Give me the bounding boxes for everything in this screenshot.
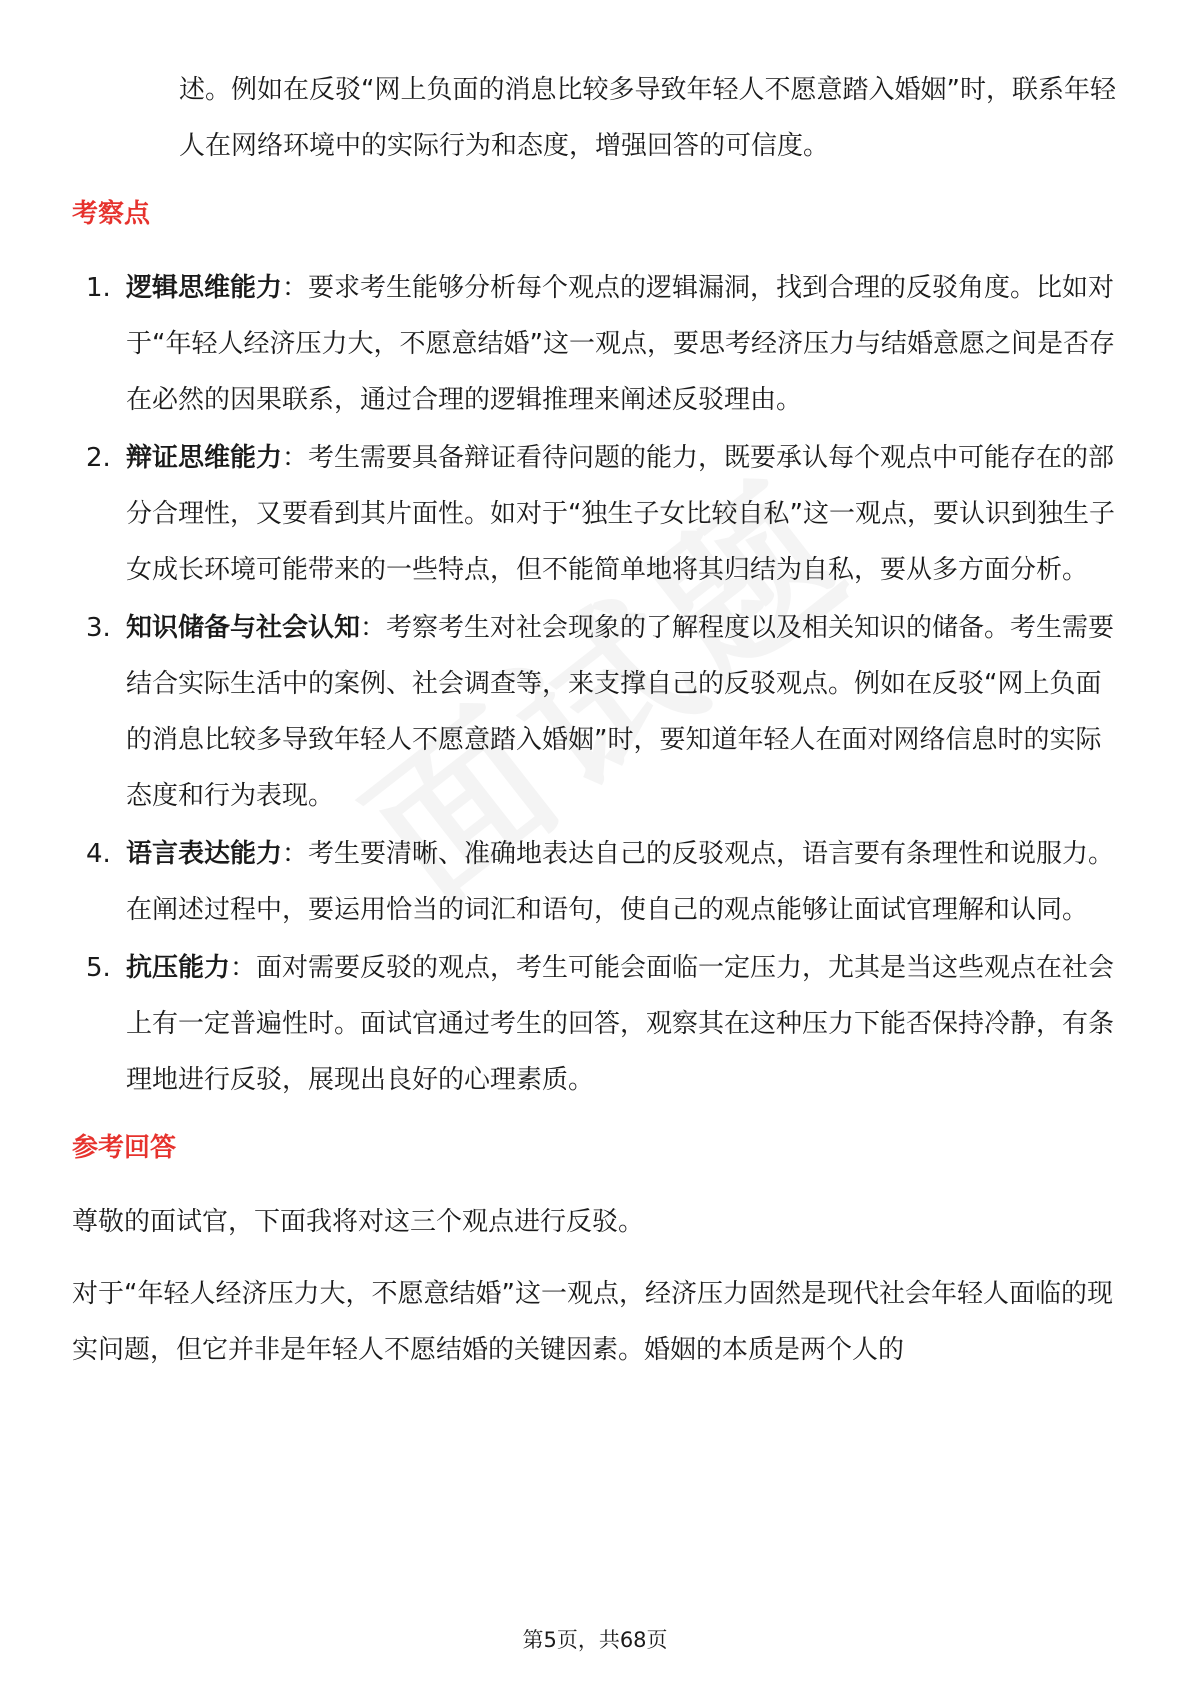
list-number: 3. (86, 613, 111, 643)
list-text: 考生要清晰、准确地表达自己的反驳观点，语言要有条理性和说服力。在阐述过程中，要运用恰当的词汇和语句，使自己的观点能够让面试官理解和认同。 (126, 839, 1115, 925)
section-heading-reference-answer: 参考回答 (72, 1133, 177, 1163)
answer-paragraph: 尊敬的面试官，下面我将对这三个观点进行反驳。 (72, 1207, 645, 1237)
list-number: 2. (86, 443, 111, 473)
page-content (72, 62, 1120, 1394)
list-item (72, 600, 1126, 824)
list-separator: ： (230, 953, 257, 983)
list-item (72, 826, 1126, 938)
answer-paragraph: 对于“年轻人经济压力大，不愿意结婚”这一观点，经济压力固然是现代社会年轻人面临的现实问题，但它并非是年轻人不愿结婚的关键因素。婚姻的本质是两个人的 (72, 1279, 1113, 1365)
list-number: 1. (86, 273, 111, 303)
list-separator: ： (282, 443, 309, 473)
list-text: 面对需要反驳的观点，考生可能会面临一定压力，尤其是当这些观点在社会上有一定普遍性时。面试官通过考生的回答，观察其在这种压力下能否保持冷静，有条理地进行反驳，展现出良好的心理素质。 (126, 953, 1115, 1095)
list-separator: ： (282, 273, 309, 303)
list-number: 4. (86, 839, 111, 869)
exam-points-list (72, 260, 1120, 1108)
section-heading-exam-points: 考察点 (72, 199, 151, 229)
list-term: 语言表达能力 (126, 839, 283, 869)
page-footer: 第5页，共68页 (522, 1628, 668, 1652)
list-text: 考察考生对社会现象的了解程度以及相关知识的储备。考生需要结合实际生活中的案例、社会调查等，来支撑自己的反驳观点。例如在反驳“网上负面的消息比较多导致年轻人不愿意踏入婚姻”时，要知道年轻人在面对网络信息时的实际态度和行为表现。 (126, 613, 1115, 811)
list-number: 5. (86, 953, 111, 983)
list-term: 逻辑思维能力 (126, 273, 283, 303)
list-term: 知识储备与社会认知 (126, 613, 361, 643)
list-term: 抗压能力 (126, 953, 231, 983)
list-item (72, 940, 1126, 1108)
list-separator: ： (360, 613, 387, 643)
list-term: 辩证思维能力 (126, 443, 283, 473)
list-text: 考生需要具备辩证看待问题的能力，既要承认每个观点中可能存在的部分合理性，又要看到其片面性。如对于“独生子女比较自私”这一观点，要认识到独生子女成长环境可能带来的一些特点，但不能简单地将其归结为自私，要从多方面分析。 (126, 443, 1115, 585)
continuation-paragraph: 述。例如在反驳“网上负面的消息比较多导致年轻人不愿意踏入婚姻”时，联系年轻人在网络环境中的实际行为和态度，增强回答的可信度。 (179, 75, 1116, 161)
list-item (72, 260, 1126, 428)
list-separator: ： (282, 839, 309, 869)
list-item (72, 430, 1126, 598)
list-text: 要求考生能够分析每个观点的逻辑漏洞，找到合理的反驳角度。比如对于“年轻人经济压力大，不愿意结婚”这一观点，要思考经济压力与结婚意愿之间是否存在必然的因果联系，通过合理的逻辑推理来阐述反驳理由。 (126, 273, 1115, 415)
